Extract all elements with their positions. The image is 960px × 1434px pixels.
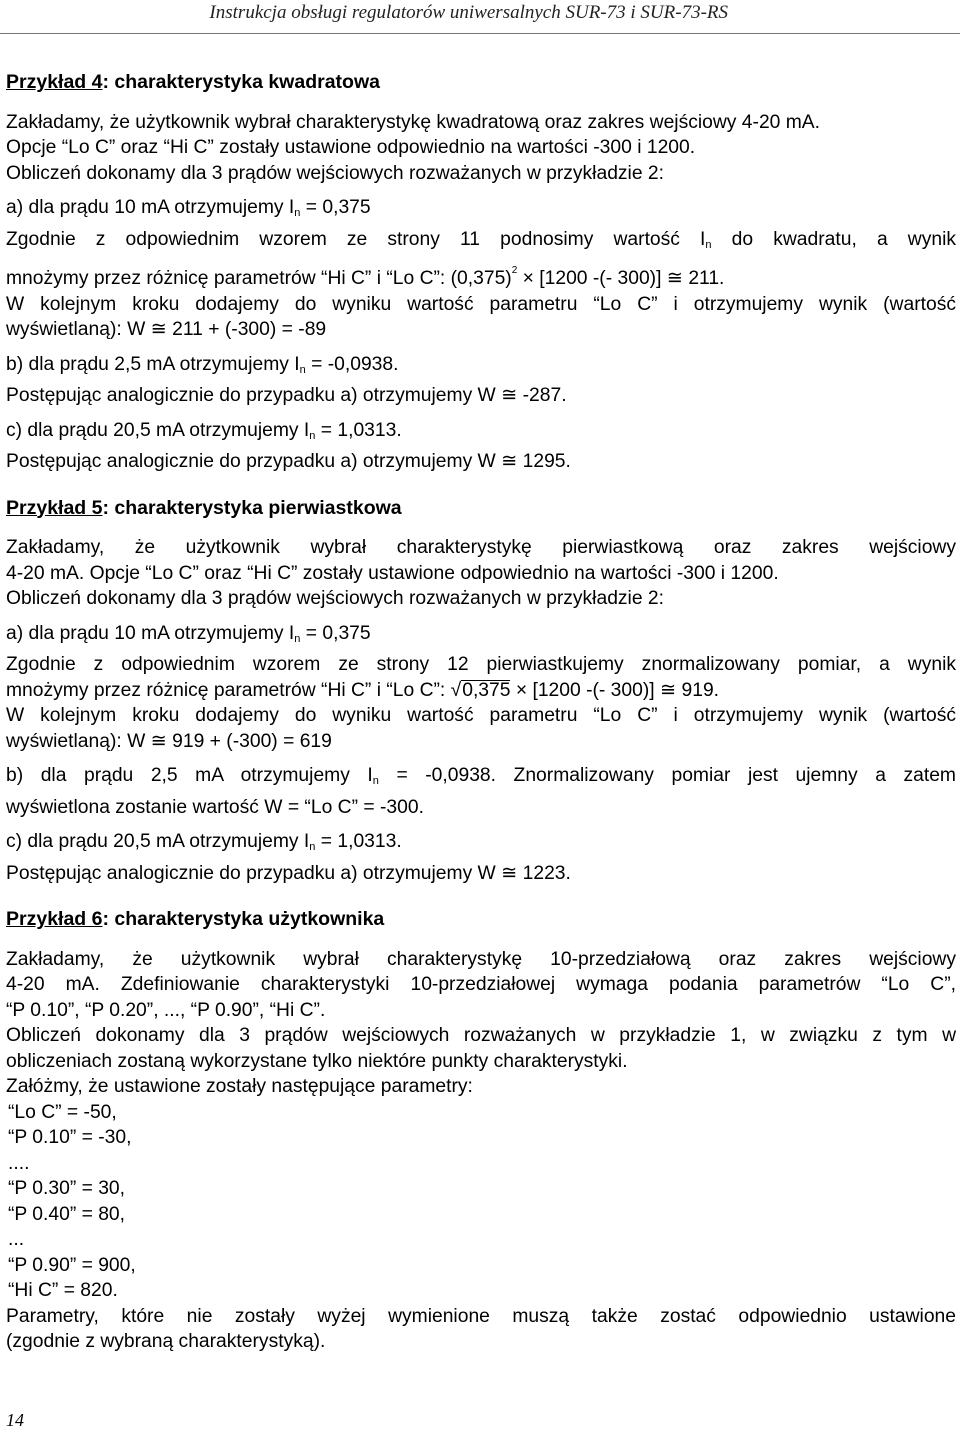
ex5-case-a-line-1: a) dla prądu 10 mA otrzymujemy $I_n = 0,375$ (6, 622, 371, 645)
ex4-case-b-line-1: b) dla prądu 2,5 mA otrzymujemy $I_n = -0,0938$. (6, 353, 399, 376)
ex6-intro-4: Obliczeń dokonamy dla 3 prądów wejściowych rozważanych w przykładzie 1, w związku z tym w (6, 1025, 956, 1046)
ex4-case-b-line-2: Postępując analogicznie do przypadku a) otrzymujemy W ≅ -287. (6, 385, 567, 406)
ex5-case-a-line-3: mnożymy przez różnicę parametrów “Hi C” i “Lo C”: √0,375 × [1200 -(- 300)] ≅ 919. (6, 679, 720, 701)
ex5-case-c-line-1: c) dla prądu 20,5 mA otrzymujemy $I_n = 1,0313$. (6, 831, 402, 853)
ex4-intro-2: Opcje “Lo C” oraz “Hi C” zostały ustawione odpowiednio na wartości -300 i 1200. (6, 137, 696, 158)
example-4-title-prefix: Przykład 4 (6, 71, 103, 93)
example-4-section (6, 70, 956, 475)
example-6-title-rest: : charakterystyka użytkownika (102, 908, 385, 930)
ex4-case-a-line-2: Zgodnie z odpowiednim wzorem ze strony 11 podnosimy wartość $I_n$ do kwadratu, a wynik (6, 228, 956, 251)
ex4-case-a-line-3: mnożymy przez różnicę parametrów “Hi C” i “Lo C”: $(0,375)^2 \times [1200$ -(- 300)] ≅ 211. (6, 265, 725, 289)
ex5-intro-2: 4-20 mA. Opcje “Lo C” oraz “Hi C” zostały ustawione odpowiednio na wartości -300 i 1200. (6, 562, 779, 584)
ex6-intro-2: 4-20 mA. Zdefiniowanie charakterystyki 10-przedziałowej wymaga podania parametrów “Lo C”, (6, 974, 956, 995)
ex6-intro-5: obliczeniach zostaną wykorzystane tylko niektóre punkty charakterystyki. (6, 1050, 628, 1072)
header-rule (0, 33, 960, 34)
ex6-closing-2: (zgodnie z wybraną charakterystyką). (6, 1331, 326, 1352)
ex6-closing-1: Parametry, które nie zostały wyżej wymienione muszą także zostać odpowiednio ustawione (6, 1305, 956, 1327)
param-item: .... (8, 1152, 30, 1174)
example-4-title-rest: : charakterystyka kwadratowa (102, 71, 380, 93)
ex5-case-b-line-1: b) dla prądu 2,5 mA otrzymujemy $I_n = -0,0938$. Znormalizowany pomiar jest ujemny a zatem (6, 765, 956, 787)
page-number: 14 (6, 1410, 24, 1430)
example-6-title-prefix: Przykład 6 (6, 908, 103, 930)
ex5-case-a-line-5: wyświetlaną): W ≅ 919 + (-300) = 619 (6, 730, 332, 752)
ex4-case-c-line-1: c) dla prądu 20,5 mA otrzymujemy $I_n = 1,0313$. (6, 419, 402, 442)
param-item: “Lo C” = -50, (8, 1101, 117, 1123)
param-item: “P 0.90” = 900, (8, 1254, 136, 1276)
running-header: Instrukcja obsługi regulatorów uniwersalnych SUR-73 i SUR-73-RS (209, 2, 728, 23)
ex4-case-a-line-4: W kolejnym kroku dodajemy do wyniku wartość parametru “Lo C” i otrzymujemy wynik (wartość (6, 293, 956, 315)
ex5-intro-1: Zakładamy, że użytkownik wybrał charakterystykę pierwiastkową oraz zakres wejściowy (6, 537, 956, 558)
ex5-case-b-line-2: wyświetlona zostanie wartość W = “Lo C” = -300. (6, 796, 424, 818)
ex6-intro-6: Załóżmy, że ustawione zostały następujące parametry: (6, 1076, 473, 1097)
param-item: ... (8, 1229, 25, 1250)
example-5-title (6, 496, 956, 522)
ex5-case-a-line-2: Zgodnie z odpowiednim wzorem ze strony 12 pierwiastkujemy znormalizowany pomiar, a wynik (6, 654, 956, 675)
ex6-intro-3: “P 0.10”, “P 0.20”, ..., “P 0.90”, “Hi C”. (6, 999, 326, 1021)
ex5-case-a-line-4: W kolejnym kroku dodajemy do wyniku wartość parametru “Lo C” i otrzymujemy wynik (wartość (6, 705, 956, 726)
ex4-intro-1: Zakładamy, że użytkownik wybrał charakterystykę kwadratową oraz zakres wejściowy 4-20 mA. (6, 111, 821, 133)
page-content (6, 70, 956, 1376)
ex5-case-c-line-2: Postępując analogicznie do przypadku a) otrzymujemy W ≅ 1223. (6, 862, 571, 884)
ex4-case-a-line-1: a) dla prądu 10 mA otrzymujemy $I_n = 0,375$ (6, 197, 371, 219)
example-5-section (6, 496, 956, 887)
ex4-case-c-line-2: Postępując analogicznie do przypadku a) otrzymujemy W ≅ 1295. (6, 451, 571, 472)
param-item: “Hi C” = 820. (8, 1280, 118, 1301)
example-6-title (6, 907, 956, 933)
param-item: “P 0.40” = 80, (8, 1203, 126, 1225)
param-item: “P 0.10” = -30, (8, 1127, 132, 1148)
param-item: “P 0.30” = 30, (8, 1178, 126, 1199)
example-5-title-rest: : charakterystyka pierwiastkowa (102, 496, 402, 519)
ex4-case-a-line-5: wyświetlaną): W ≅ 211 + (-300) = -89 (6, 319, 327, 340)
example-6-section (6, 907, 956, 1355)
sqrt-radicand: 0,375 (462, 679, 511, 701)
example-4-title (6, 70, 956, 96)
ex6-intro-1: Zakładamy, że użytkownik wybrał charakterystykę 10-przedziałową oraz zakres wejściowy (6, 948, 956, 970)
ex4-intro-3: Obliczeń dokonamy dla 3 prądów wejściowych rozważanych w przykładzie 2: (6, 162, 665, 184)
example-5-title-prefix: Przykład 5 (6, 496, 103, 519)
ex5-intro-3: Obliczeń dokonamy dla 3 prądów wejściowych rozważanych w przykładzie 2: (6, 588, 665, 609)
